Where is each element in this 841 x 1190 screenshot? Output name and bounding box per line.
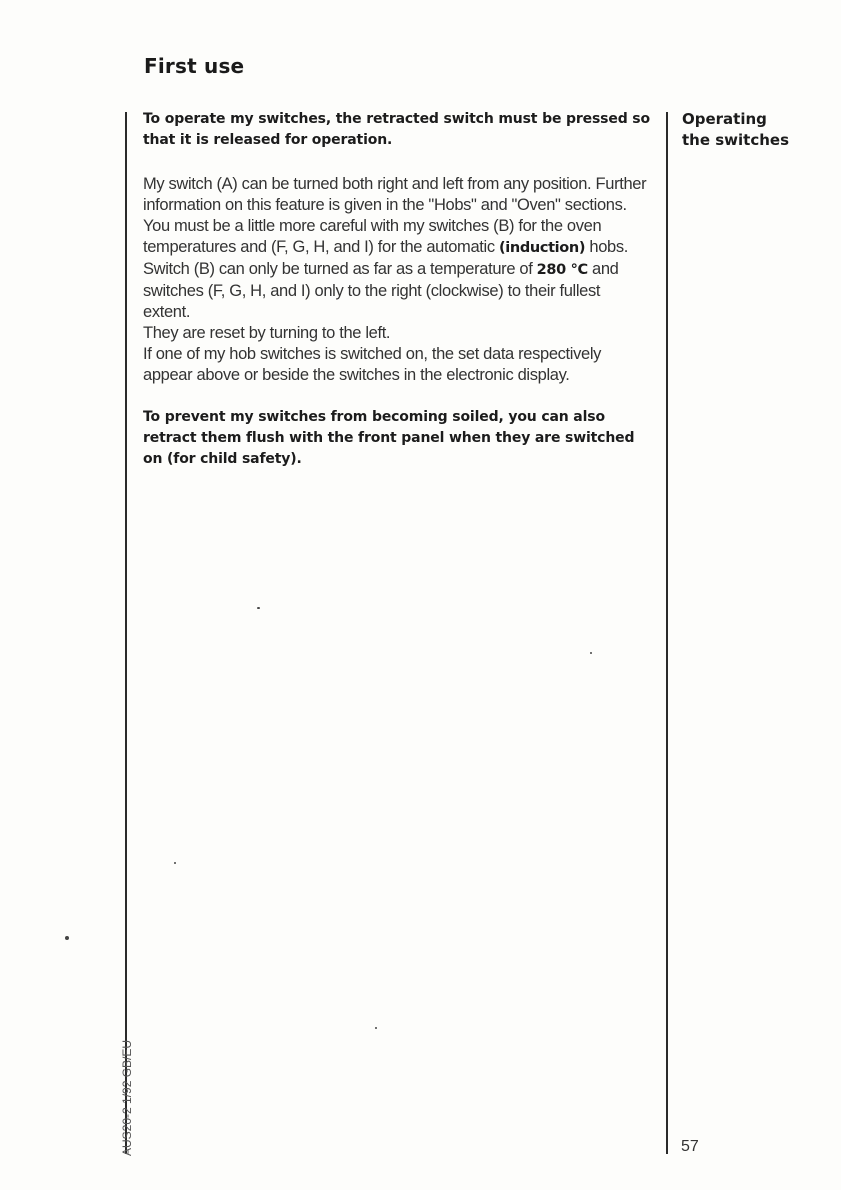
closing-bold-paragraph: To prevent my switches from becoming soiled, you can also retract them flush with the front panel when they are switched on (for child safety). xyxy=(143,409,635,467)
side-heading-line-1: Operating xyxy=(682,110,767,128)
page-number: 57 xyxy=(681,1138,699,1155)
side-heading-line-2: the switches xyxy=(682,131,790,149)
scan-speck xyxy=(590,652,592,654)
induction-term: (induction) xyxy=(498,240,586,256)
body-paragraph-display: If one of my hob switches is switched on, the set data respectively appear above or beside the switches in the electronic display. xyxy=(143,345,602,384)
body-paragraph-switch-a: My switch (A) can be turned both right and left from any position. Further information on this feature is given in the "Hobs" and "Oven" sections. xyxy=(143,175,647,214)
scan-speck xyxy=(257,607,260,609)
left-column-rule xyxy=(125,112,127,1154)
document-code: AUS20-2 1/92 GB/EU xyxy=(120,1039,134,1156)
side-heading xyxy=(682,109,789,151)
body-paragraph-careful: You must be a little more careful with my switches (B) for the oven temperatures and (F, G, H, and I) for the automatic (induction) hobs. xyxy=(143,217,629,256)
main-text-column xyxy=(143,109,651,470)
body-paragraph-reset: They are reset by turning to the left. xyxy=(143,324,391,342)
body-paragraph-switch-b: Switch (B) can only be turned as far as a temperature of 280 °C and switches (F, G, H, and I) only to the right (clockwise) to their fullest extent. xyxy=(143,260,619,321)
scan-speck xyxy=(174,862,176,864)
page-title: First use xyxy=(144,54,245,78)
intro-bold-paragraph: To operate my switches, the retracted switch must be pressed so that it is released for operation. xyxy=(143,111,650,148)
scan-speck xyxy=(375,1027,377,1029)
right-column-rule xyxy=(666,112,668,1154)
body-text xyxy=(143,174,651,386)
scan-speck xyxy=(65,936,69,940)
temperature-value: 280 °C xyxy=(536,262,588,278)
